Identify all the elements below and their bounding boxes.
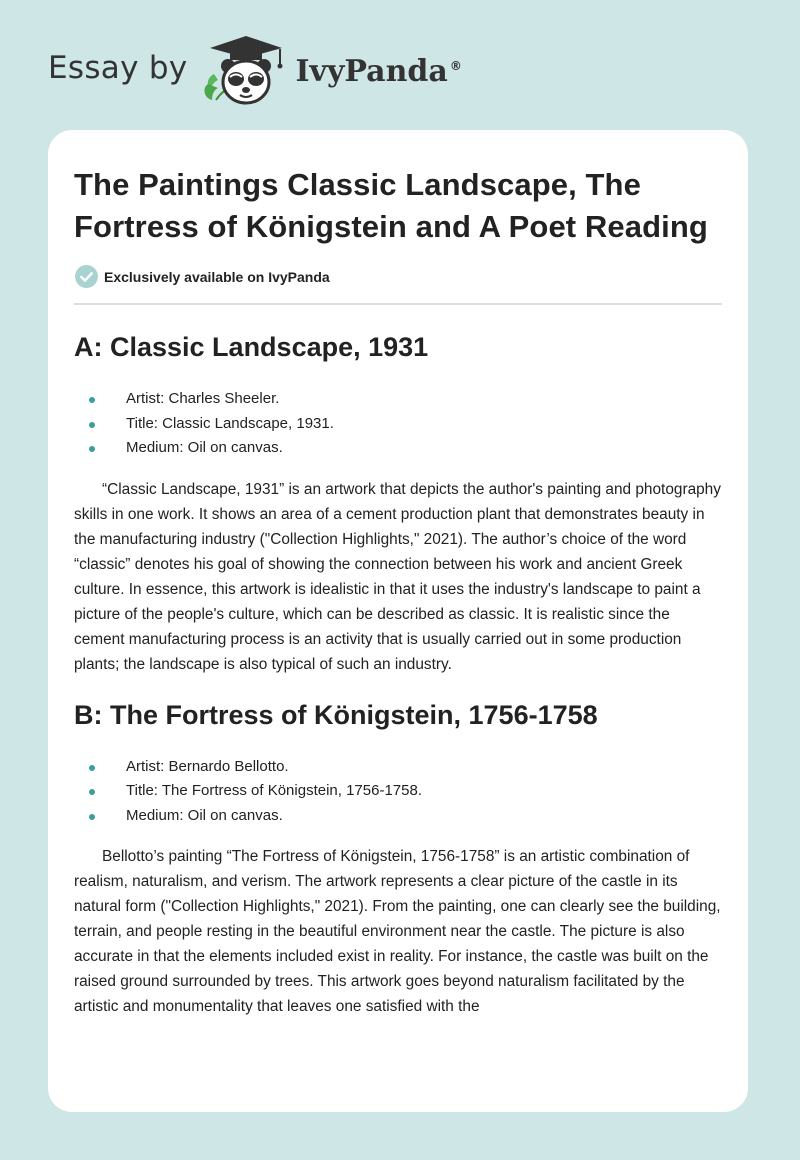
article-card: [48, 130, 748, 1112]
facts-list: [74, 755, 722, 829]
bullet-icon: [89, 446, 95, 452]
check-badge-icon: [74, 264, 99, 289]
bullet-icon: [89, 765, 95, 771]
exclusive-badge: [74, 264, 722, 305]
body-paragraph: Bellotto’s painting “The Fortress of Königstein, 1756-1758” is an artistic combination of realism, naturalism, and verism. The artwork represents a clear picture of the castle in its natural form ("Collection Highlights," 2021). From the painting, one can clearly see the building, terrain, and people resting in the beautiful environment near the castle. The picture is also accurate in that the elements included exist in reality. For instance, the castle was built on the raised ground surrounded by trees. This artwork goes beyond naturalism facilitated by the artistic and monumentality that leaves one satisfied with the: [74, 848, 721, 1015]
bullet-icon: [89, 814, 95, 820]
list-item: Medium: Oil on canvas.: [74, 804, 722, 829]
list-item: Artist: Bernardo Bellotto.: [74, 755, 722, 780]
body-paragraph: “Classic Landscape, 1931” is an artwork that depicts the author's painting and photography skills in one work. It shows an area of a cement production plant that demonstrates beauty in the manufacturing industry ("Collection Highlights," 2021). The author’s choice of the word “classic” denotes his goal of showing the connection between his work and ancient Greek culture. In essence, this artwork is idealistic in that it uses the industry's landscape to paint a picture of the people's culture, which can be described as classic. It is realistic since the cement manufacturing process is an activity that is usually carried out in some production plants; the landscape is also typical of such an industry.: [74, 480, 721, 673]
brand-header: [48, 30, 462, 110]
page-title: The Paintings Classic Landscape, The Fortress of Königstein and A Poet Reading: [74, 167, 708, 244]
bullet-icon: [89, 789, 95, 795]
exclusive-label: Exclusively available on IvyPanda: [104, 268, 330, 285]
brand-name: IvyPanda ®: [295, 53, 462, 89]
list-item: Artist: Charles Sheeler.: [74, 387, 722, 412]
section-a: [74, 331, 722, 677]
section-heading: A: Classic Landscape, 1931: [74, 332, 429, 362]
bullet-icon: [89, 397, 95, 403]
list-item: Title: The Fortress of Königstein, 1756-1758.: [74, 779, 722, 804]
facts-list: [74, 387, 722, 461]
section-b: [74, 699, 722, 1020]
list-item: Title: Classic Landscape, 1931.: [74, 412, 722, 437]
list-item: Medium: Oil on canvas.: [74, 436, 722, 461]
panda-logo-icon: [200, 30, 292, 110]
brand-prefix: Essay by: [48, 50, 188, 86]
section-heading: B: The Fortress of Königstein, 1756-1758: [74, 699, 598, 730]
bullet-icon: [89, 422, 95, 428]
